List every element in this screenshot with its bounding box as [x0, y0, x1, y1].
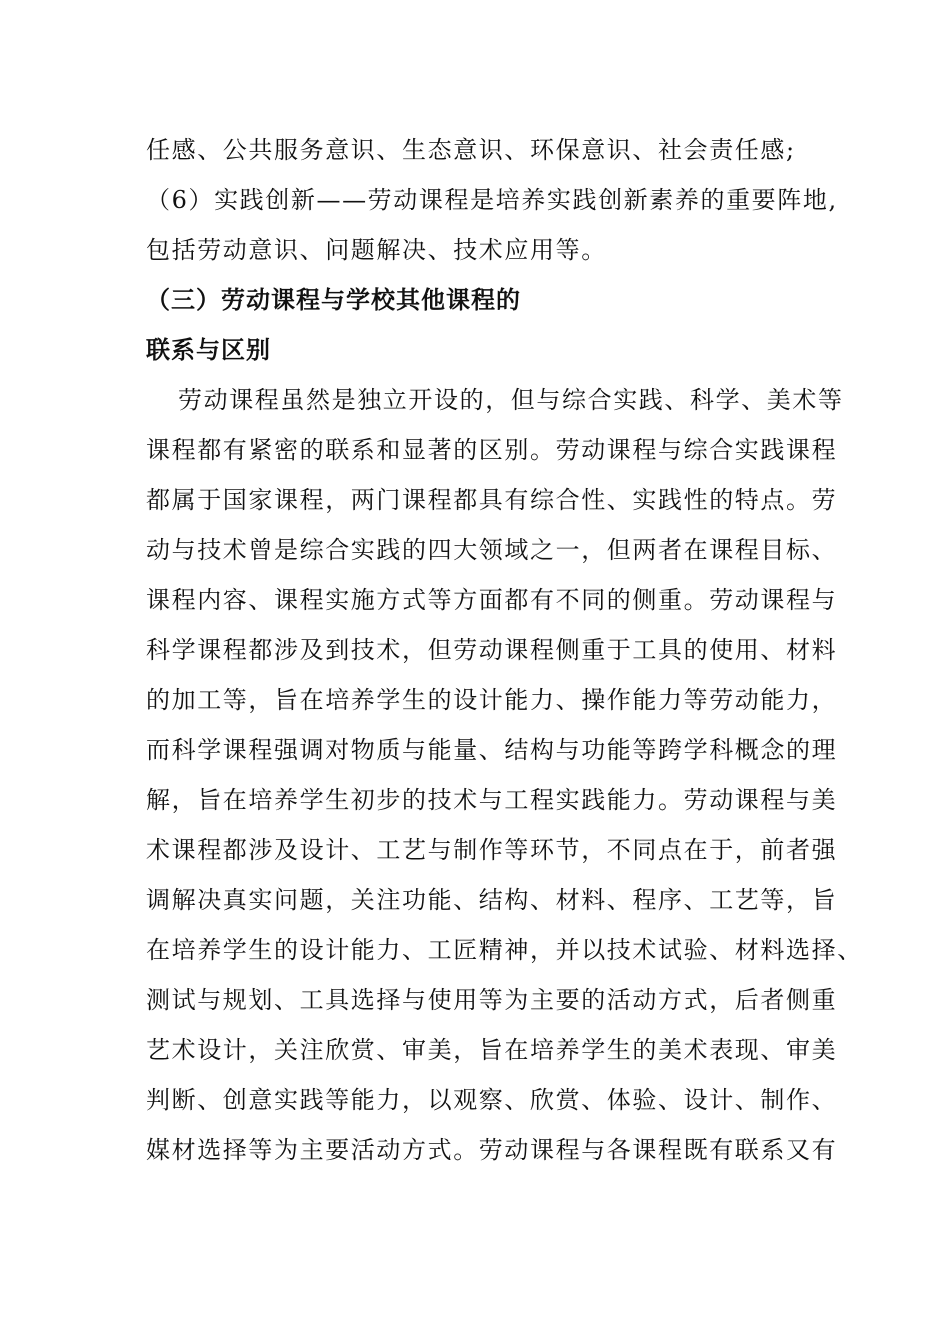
paragraph-line: 劳动课程虽然是独立开设的，但与综合实践、科学、美术等: [178, 386, 844, 414]
paragraph-line: 测试与规划、工具选择与使用等为主要的活动方式，后者侧重: [146, 986, 838, 1014]
paragraph-line: 艺术设计，关注欣赏、审美，旨在培养学生的美术表现、审美: [146, 1036, 838, 1064]
section-heading: （三）劳动课程与学校其他课程的: [146, 286, 521, 314]
paragraph-line: 术课程都涉及设计、工艺与制作等环节，不同点在于，前者强: [146, 836, 838, 864]
paragraph-line: 而科学课程强调对物质与能量、结构与功能等跨学科概念的理: [146, 736, 838, 764]
paragraph-line: 课程都有紧密的联系和显著的区别。劳动课程与综合实践课程: [146, 436, 838, 464]
paragraph-line: 的加工等，旨在培养学生的设计能力、操作能力等劳动能力，: [146, 686, 838, 714]
paragraph-line: 都属于国家课程，两门课程都具有综合性、实践性的特点。劳: [146, 486, 838, 514]
text-line: 包括劳动意识、问题解决、技术应用等。: [146, 236, 607, 264]
paragraph-line: 科学课程都涉及到技术，但劳动课程侧重于工具的使用、材料: [146, 636, 838, 664]
text-line: 任感、公共服务意识、生态意识、环保意识、社会责任感;: [146, 136, 796, 164]
paragraph-line: 媒材选择等为主要活动方式。劳动课程与各课程既有联系又有: [146, 1136, 838, 1164]
text-line: （6）实践创新——劳动课程是培养实践创新素养的重要阵地,: [146, 186, 838, 214]
section-heading-continued: 联系与区别: [146, 336, 271, 364]
paragraph-line: 解，旨在培养学生初步的技术与工程实践能力。劳动课程与美: [146, 786, 838, 814]
paragraph-line: 在培养学生的设计能力、工匠精神，并以技术试验、材料选择、: [146, 936, 863, 964]
paragraph-line: 判断、创意实践等能力，以观察、欣赏、体验、设计、制作、: [146, 1086, 838, 1114]
paragraph-line: 课程内容、课程实施方式等方面都有不同的侧重。劳动课程与: [146, 586, 838, 614]
paragraph-line: 动与技术曾是综合实践的四大领域之一，但两者在课程目标、: [146, 536, 838, 564]
paragraph-line: 调解决真实问题，关注功能、结构、材料、程序、工艺等，旨: [146, 886, 838, 914]
